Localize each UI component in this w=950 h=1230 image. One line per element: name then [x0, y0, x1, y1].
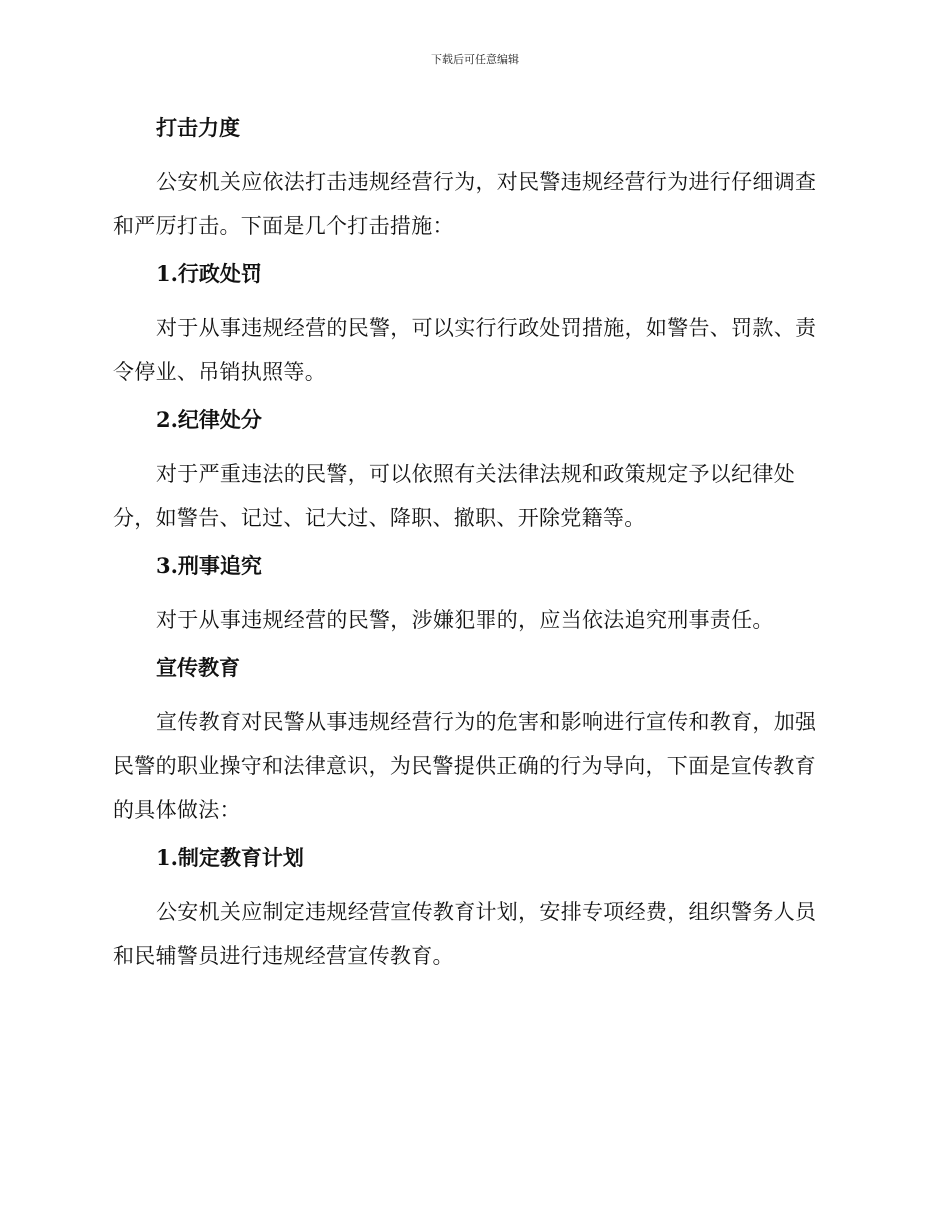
- paragraph-administrative-penalty: [113, 306, 833, 394]
- paragraph-criminal-liability: [113, 598, 833, 642]
- subheading-administrative-penalty: 1.行政处罚: [156, 261, 262, 286]
- subheading-education-plan: 1.制定教育计划: [156, 845, 304, 870]
- text-line: 令停业、吊销执照等。: [113, 360, 326, 384]
- text-line: 和严厉打击。下面是几个打击措施：: [113, 214, 454, 238]
- section-heading-crackdown: 打击力度: [156, 115, 240, 140]
- text-line: 民警的职业操守和法律意识，为民警提供正确的行为导向，下面是宣传教育: [113, 754, 816, 778]
- text-line: 公安机关应依法打击违规经营行为，对民警违规经营行为进行仔细调查: [156, 170, 817, 194]
- document-body: [113, 108, 833, 978]
- paragraph-education-intro: [113, 700, 833, 832]
- paragraph-crackdown-intro: [113, 160, 833, 248]
- subheading-disciplinary-action: 2.纪律处分: [156, 407, 262, 432]
- paragraph-disciplinary-action: [113, 452, 833, 540]
- text-line: 宣传教育对民警从事违规经营行为的危害和影响进行宣传和教育，加强: [156, 710, 817, 734]
- page-header: 下载后可任意编辑: [431, 53, 519, 66]
- text-line: 对于严重违法的民警，可以依照有关法律法规和政策规定予以纪律处: [156, 462, 795, 486]
- text-line: 和民辅警员进行违规经营宣传教育。: [113, 944, 454, 968]
- text-line: 对于从事违规经营的民警，可以实行行政处罚措施，如警告、罚款、责: [156, 316, 817, 340]
- text-line: 的具体做法：: [113, 798, 241, 822]
- text-line: 分，如警告、记过、记大过、降职、撤职、开除党籍等。: [113, 506, 646, 530]
- section-heading-education: 宣传教育: [156, 655, 240, 680]
- text-line: 公安机关应制定违规经营宣传教育计划，安排专项经费，组织警务人员: [156, 900, 817, 924]
- paragraph-education-plan: [113, 890, 833, 978]
- text-line: 对于从事违规经营的民警，涉嫌犯罪的，应当依法追究刑事责任。: [156, 608, 774, 632]
- subheading-criminal-liability: 3.刑事追究: [156, 553, 262, 578]
